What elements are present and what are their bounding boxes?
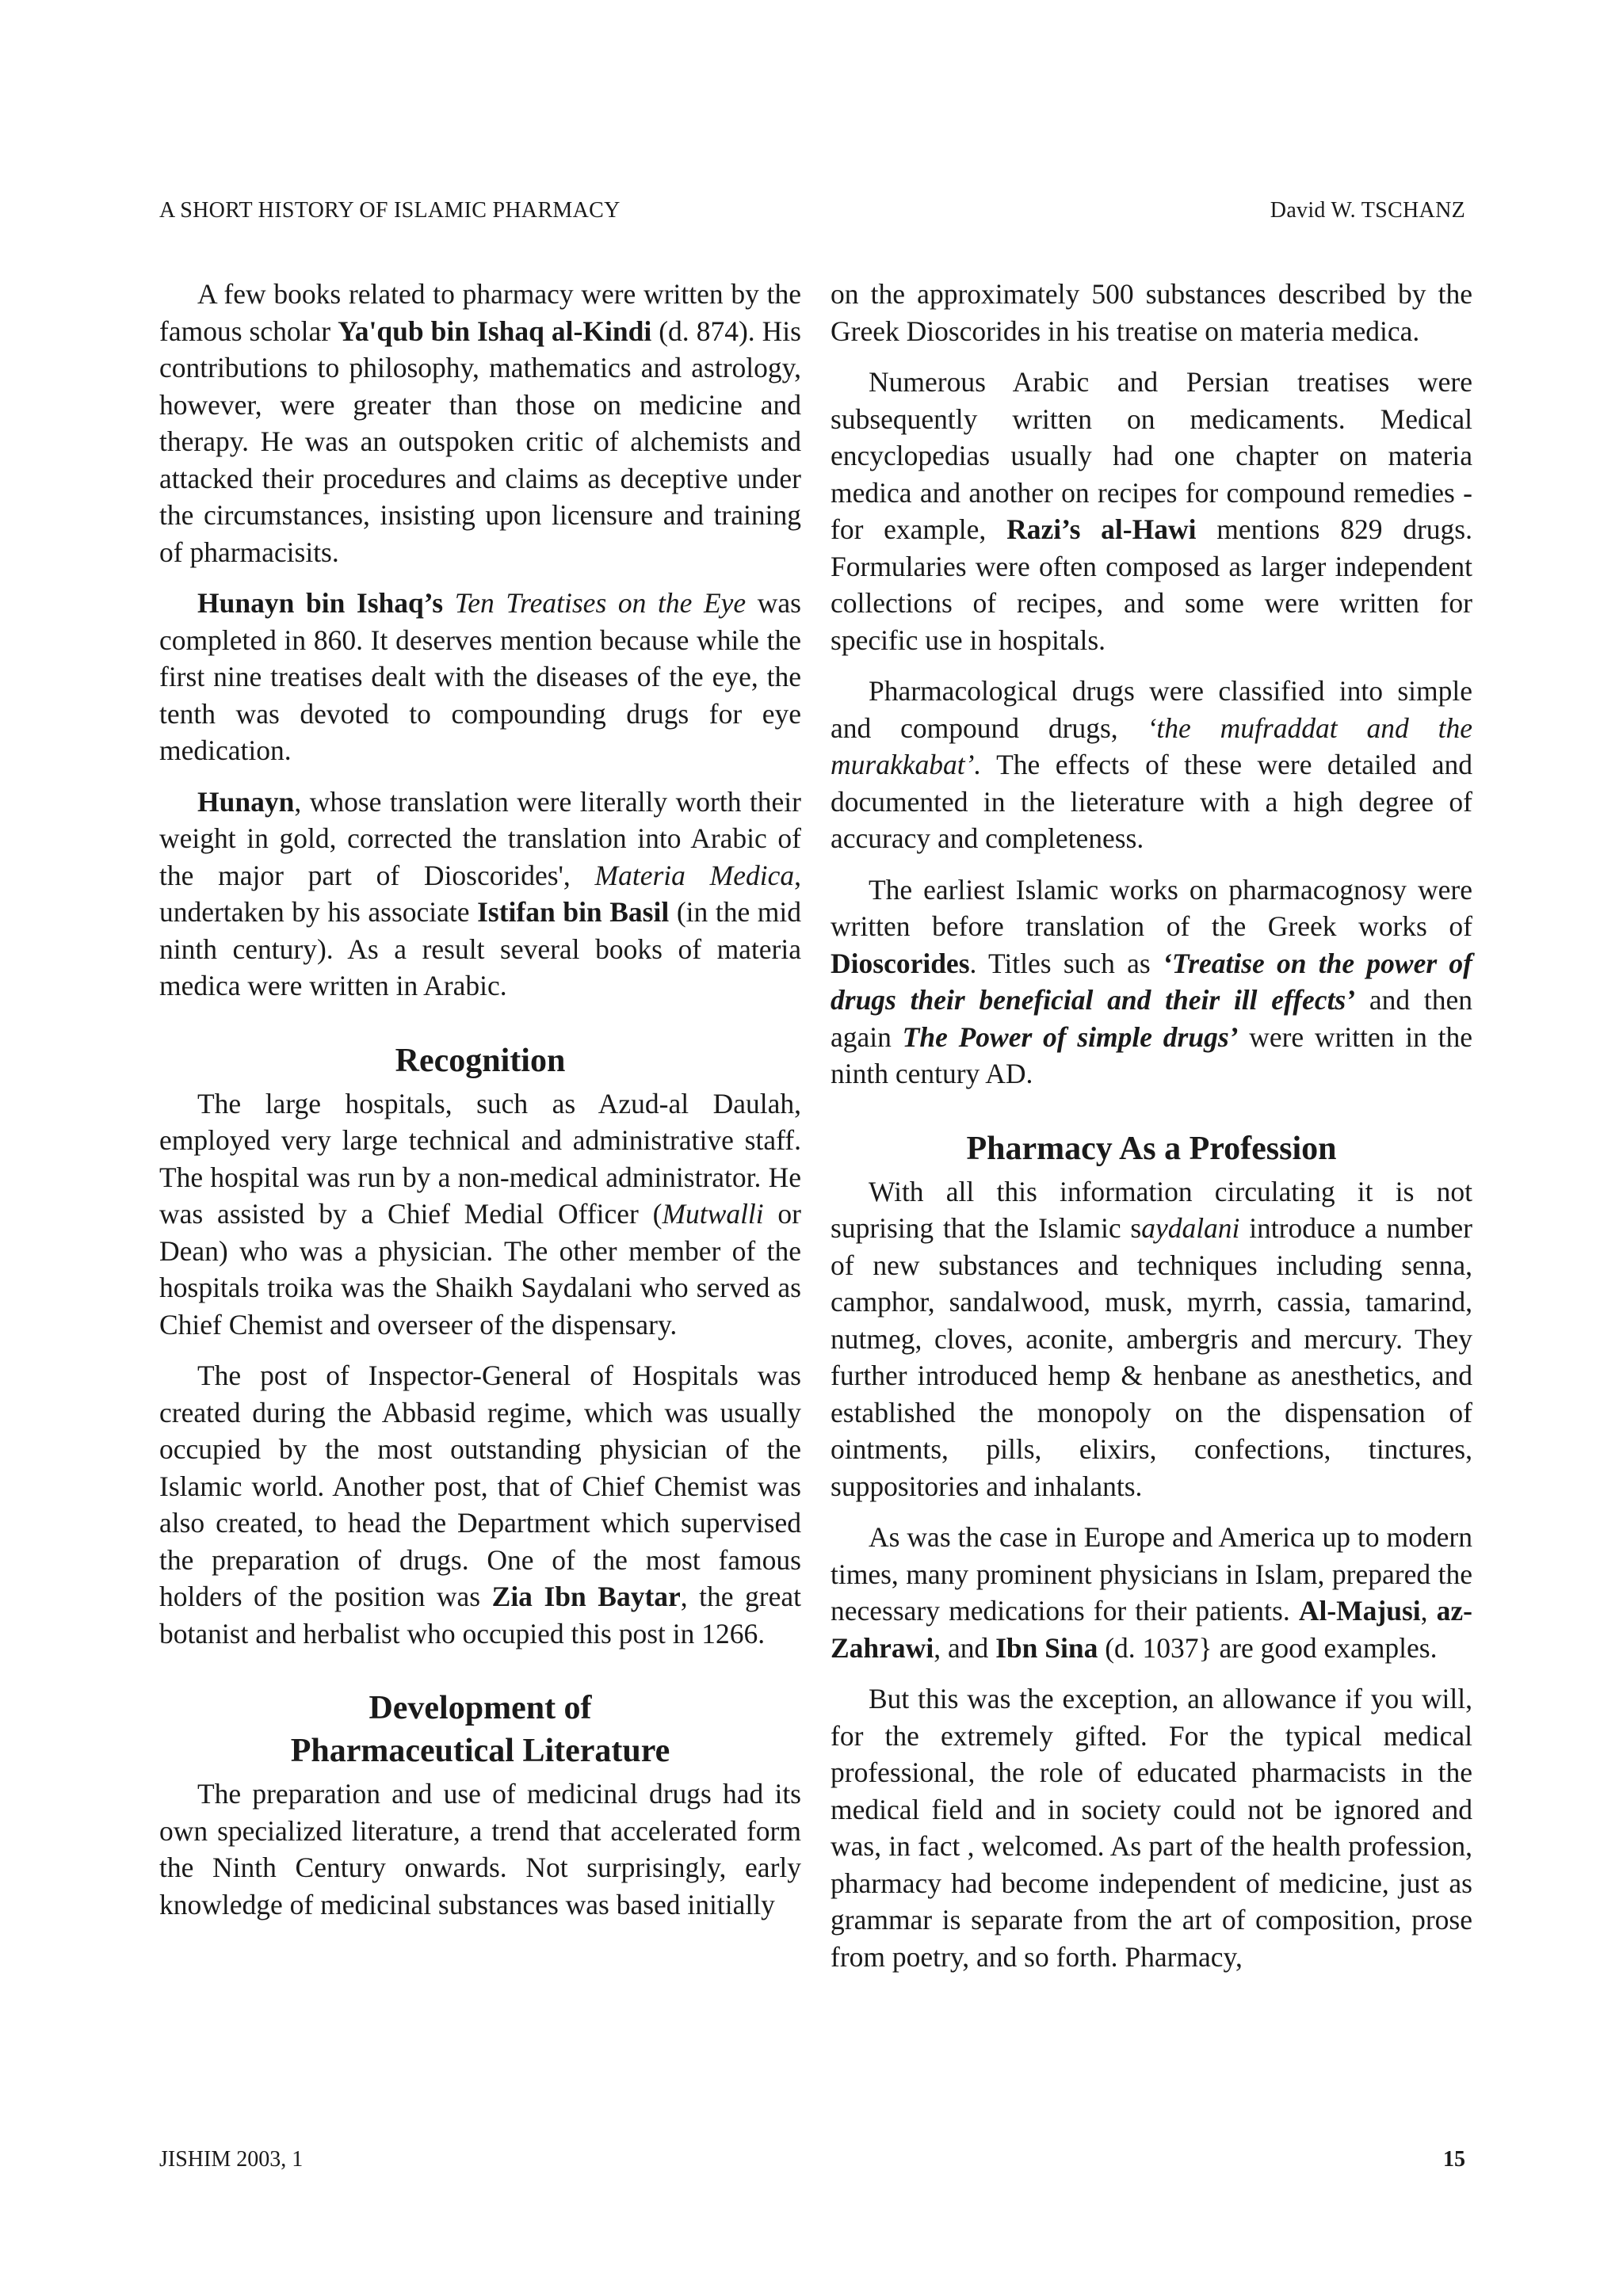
name-emphasis: az-Zahrawi [831,1595,1473,1664]
paragraph: The preparation and use of medicinal drugs had its own specialized literature, a trend that accelerated form the Ninth Century onwards. Not surprisingly, early knowledge of medicinal substances was based initially [159,1778,801,1920]
paragraph: The post of Inspector-General of Hospitals was created during the Abbasid regime, which was usually occupied by the most outstanding physician of the Islamic world. Another post, that of Chief Chemist was also created, to head the Department which supervised the preparation of drugs. One of the most famous holders of the position was Zia Ibn Baytar, the great botanist and herbalist who occupied this post in 1266. [159,1360,802,1650]
paragraph: Pharmacological drugs were classified into simple and compound drugs, ‘the mufraddat and the murakkabat’. The effects of these were detailed and documented in the lieterature with a high degree of accuracy and completeness. [831,675,1472,854]
title-emphasis: The Power of simple drugs’ [902,1020,1239,1053]
paragraph-continued: on the approximately 500 substances described by the Greek Dioscorides in his treatise on materia medica. [831,278,1472,347]
paragraph: Hunayn bin Ishaq’s Ten Treatises on the Eye was completed in 860. It deserves mention because while the first nine treatises dealt with the diseases of the eye, the tenth was devoted to compounding drugs for eye medication. [159,587,801,766]
running-head-author: David W. TSCHANZ [1270,198,1465,223]
section-heading-recognition: Recognition [395,1042,566,1079]
name-emphasis: Hunayn [197,785,295,818]
name-emphasis: Istifan bin Basil [477,896,670,928]
paragraph: With all this information circulating it is not suprising that the Islamic saydalani introduce a number of new substances and techniques including senna, camphor, sandalwood, musk, myrrh, cassia, tamarind, nutmeg, cloves, aconite, ambergris and mercury. They further introduced hemp & henbane as anesthetics, and established the monopoly on the dispensation of ointments, pills, elixirs, confections, tinctures, suppositories and inhalants. [831,1175,1472,1502]
journal-citation: JISHIM 2003, 1 [159,2147,304,2172]
name-emphasis: Ibn Sina [995,1631,1098,1664]
paragraph: The earliest Islamic works on pharmacognosy were written before translation of the Greek works of Dioscorides. Titles such as ‘Treatise on the power of drugs their beneficial and their ill effects’ and then again The Power of simple drugs’ were written in the ninth century AD. [831,873,1472,1089]
paragraph: Numerous Arabic and Persian treatises were subsequently written on medicaments. Medical encyclopedias usually had one chapter on materia medica and another on recipes for compound remedies - for example, Razi’s al-Hawi mentions 829 drugs. Formularies were often composed as larger independent collections of recipes, and some were written for specific use in hospitals. [831,366,1472,656]
running-head-title: A SHORT HISTORY OF ISLAMIC PHARMACY [159,198,621,223]
title-emphasis: ‘Treatise on the power of drugs their beneficial and their ill effects’ [831,947,1472,1016]
paragraph: But this was the exception, an allowance if you will, for the extremely gifted. For the typical medical professional, the role of educated pharmacists in the medical field and in society could not be ignored and was, in fact , welcomed. As part of the health profession, pharmacy had become independent of medicine, just as grammar is separate from the art of composition, prose from poetry, and so forth. Pharmacy, [831,1683,1472,1973]
name-emphasis: Dioscorides [831,947,970,979]
paragraph: As was the case in Europe and America up to modern times, many prominent physicians in Islam, prepared the necessary medications for their patients. Al-Majusi, az-Zahrawi, and Ibn Sina (d. 1037} are good examples. [831,1521,1473,1664]
right-column [831,276,1472,1989]
section-heading-development: Development of Pharmaceutical Literature [290,1690,670,1769]
left-column [159,276,801,1937]
title-emphasis: Materia Medica [594,859,795,891]
name-emphasis: Zia Ibn Baytar [491,1581,681,1612]
page-number: 15 [1443,2147,1465,2172]
paragraph: The large hospitals, such as Azud-al Daulah, employed very large technical and administrative staff. The hospital was run by a non-medical administrator. He was assisted by a Chief Medial Officer (Mutwalli or Dean) who was a physician. The other member of the hospitals troika was the Shaikh Saydalani who served as Chief Chemist and overseer of the dispensary. [159,1087,802,1341]
term-emphasis: Mutwalli [662,1198,764,1230]
title-emphasis: Ten Treatises on the Eye [454,587,747,619]
term-emphasis: ‘the mufraddat and the murakkabat’. [831,711,1472,780]
paragraph: A few books related to pharmacy were written by the famous scholar Ya'qub bin Ishaq al-Kindi (d. 874). His contributions to philosophy, mathematics and astrology, however, were greater than those on medicine and therapy. He was an outspoken critic of alchemists and attacked their procedures and claims as deceptive under the circumstances, insisting upon licensure and training of pharmacisits. [159,278,801,568]
name-emphasis: Al-Majusi [1298,1595,1421,1627]
name-emphasis: Razi’s al-Hawi [1006,513,1197,545]
paragraph: Hunayn, whose translation were literally worth their weight in gold, corrected the translation into Arabic of the major part of Dioscorides', Materia Medica, undertaken by his associate Istifan bin Basil (in the mid ninth century). As a result several books of materia medica were written in Arabic. [159,785,802,1001]
name-emphasis: Hunayn bin Ishaq’s [197,587,444,619]
name-emphasis: Ya'qub bin Ishaq al-Kindi [338,315,652,347]
term-emphasis: aydalani [1141,1212,1240,1244]
section-heading-profession: Pharmacy As a Profession [966,1130,1337,1167]
